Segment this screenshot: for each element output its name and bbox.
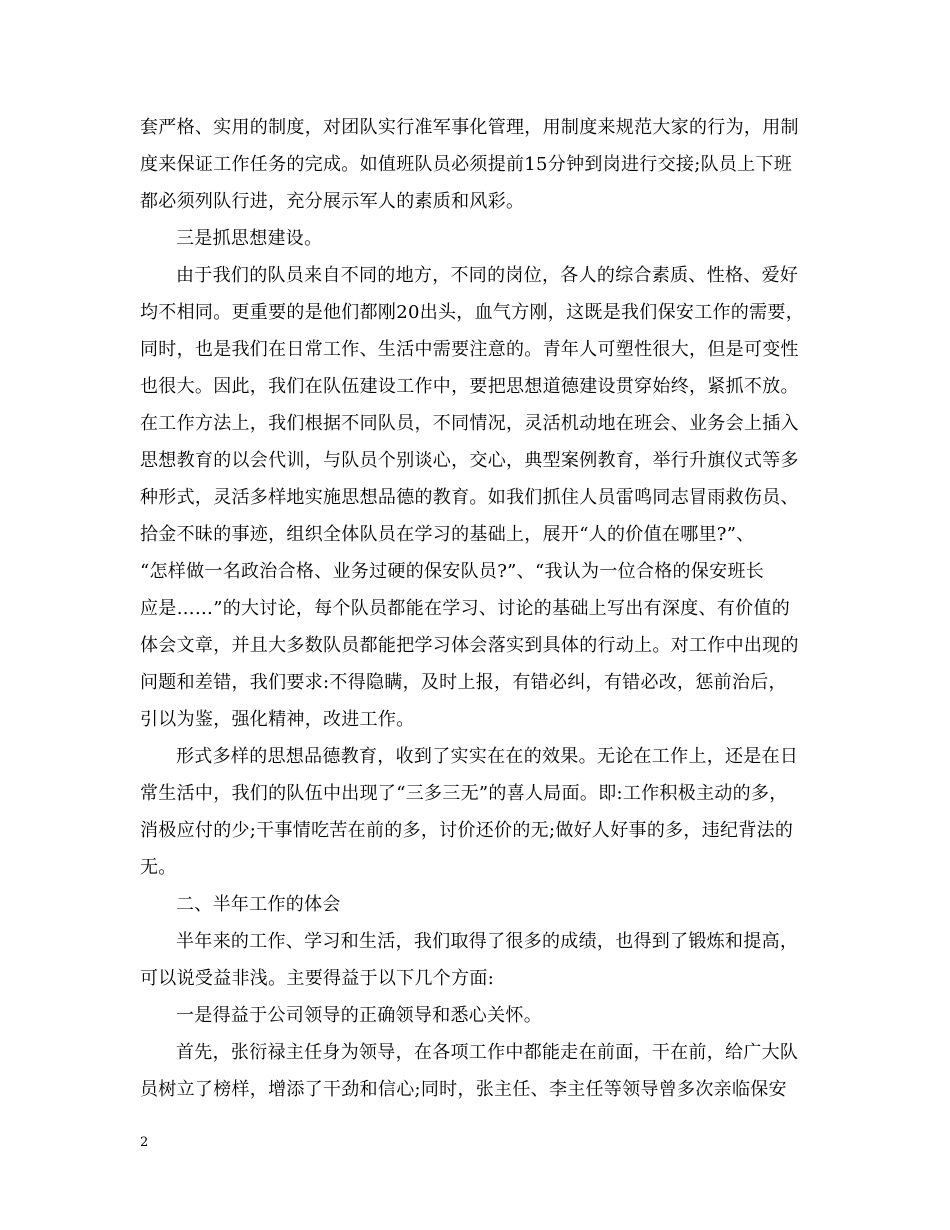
text-line: 同时，也是我们在日常工作、生活中需要注意的。青年人可塑性很大，但是可变性 <box>140 339 799 360</box>
text-line: 形式多样的思想品德教育，收到了实实在在的效果。无论在工作上，还是在日 <box>176 746 799 767</box>
section-heading: 二、半年工作的体会 <box>176 894 341 915</box>
text-line: 问题和差错，我们要求:不得隐瞒，及时上报，有错必纠，有错必改，惩前治后， <box>140 672 787 693</box>
text-line: 消极应付的少;干事情吃苦在前的多，讨价还价的无;做好人好事的多，违纪背法的 <box>140 820 794 841</box>
text-line: 在工作方法上，我们根据不同队员，不同情况，灵活机动地在班会、业务会上插入 <box>140 413 799 434</box>
text-line: 员树立了榜样，增添了干劲和信心;同时，张主任、李主任等领导曾多次亲临保安 <box>140 1079 787 1100</box>
text-line: 度来保证工作任务的完成。如值班队员必须提前15分钟到岗进行交接;队员上下班 <box>140 154 793 175</box>
text-line: 思想教育的以会代训，与队员个别谈心，交心，典型案例教育，举行升旗仪式等多 <box>140 450 799 471</box>
text-line: 体会文章，并且大多数队员都能把学习体会落实到具体的行动上。对工作中出现的 <box>140 635 799 656</box>
page-number: 2 <box>140 1135 149 1150</box>
text-line: 套严格、实用的制度，对团队实行准军事化管理，用制度来规范大家的行为，用制 <box>140 117 799 138</box>
text-line: 种形式，灵活多样地实施思想品德的教育。如我们抓住人员雷鸣同志冒雨救伤员、 <box>140 487 799 508</box>
text-line: 常生活中，我们的队伍中出现了“三多三无”的喜人局面。即:工作积极主动的多， <box>140 783 788 804</box>
text-line: “怎样做一名政治合格、业务过硬的保安队员?”、“我认为一位合格的保安班长 <box>140 561 765 582</box>
text-line: 半年来的工作、学习和生活，我们取得了很多的成绩，也得到了锻炼和提高， <box>176 931 799 952</box>
text-line: 引以为鉴，强化精神，改进工作。 <box>140 709 415 730</box>
section-heading: 一是得益于公司领导的正确领导和悉心关怀。 <box>176 1005 542 1026</box>
section-heading: 三是抓思想建设。 <box>176 228 323 249</box>
text-line: 应是……”的大讨论，每个队员都能在学习、讨论的基础上写出有深度、有价值的 <box>140 598 790 619</box>
text-line: 也很大。因此，我们在队伍建设工作中，要把思想道德建设贯穿始终，紧抓不放。 <box>140 376 799 397</box>
text-line: 可以说受益非浅。主要得益于以下几个方面: <box>140 968 495 989</box>
text-line: 拾金不昧的事迹，组织全体队员在学习的基础上，展开“人的价值在哪里?”、 <box>140 524 755 545</box>
text-line: 首先，张衍禄主任身为领导，在各项工作中都能走在前面，干在前，给广大队 <box>176 1042 799 1063</box>
text-line: 均不相同。更重要的是他们都刚20出头，血气方刚，这既是我们保安工作的需要， <box>140 302 805 323</box>
text-line: 都必须列队行进，充分展示军人的素质和风彩。 <box>140 191 525 212</box>
text-line: 由于我们的队员来自不同的地方，不同的岗位，各人的综合素质、性格、爱好 <box>176 265 799 286</box>
text-line: 无。 <box>140 857 177 878</box>
